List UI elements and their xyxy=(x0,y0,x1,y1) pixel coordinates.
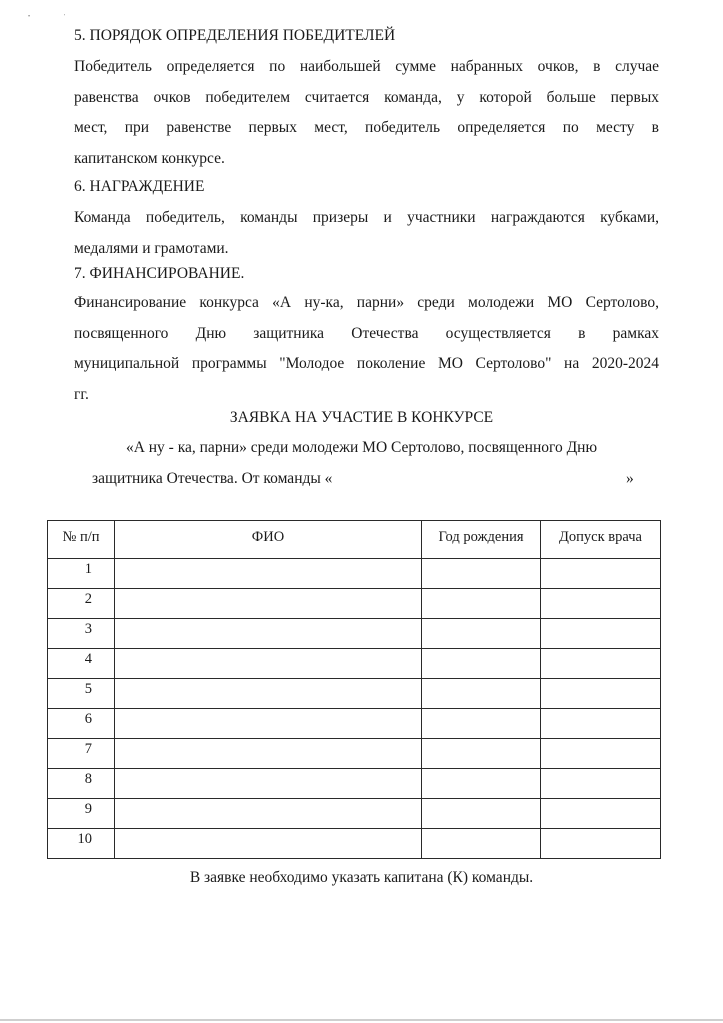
row-number: 6 xyxy=(48,709,115,739)
row-number: 1 xyxy=(48,559,115,589)
table-row xyxy=(48,619,661,649)
birth-year-cell[interactable] xyxy=(422,559,541,589)
scan-edge xyxy=(0,1019,723,1021)
section-5-text xyxy=(74,52,659,174)
team-name-close: » xyxy=(626,470,634,487)
table-header-row xyxy=(48,521,661,559)
doctor-approval-cell[interactable] xyxy=(541,589,661,619)
text-line: капитанском конкурсе. xyxy=(74,149,225,167)
row-number: 9 xyxy=(48,799,115,829)
application-table xyxy=(47,520,661,859)
birth-year-cell[interactable] xyxy=(422,799,541,829)
birth-year-cell[interactable] xyxy=(422,769,541,799)
birth-year-cell[interactable] xyxy=(422,739,541,769)
table-row xyxy=(48,559,661,589)
birth-year-cell[interactable] xyxy=(422,589,541,619)
row-number: 3 xyxy=(48,619,115,649)
full-name-cell[interactable] xyxy=(115,829,422,859)
header-birth-year: Год рождения xyxy=(422,521,541,559)
application-note: В заявке необходимо указать капитана (К) команды. xyxy=(189,869,534,886)
full-name-cell[interactable] xyxy=(115,559,422,589)
doctor-approval-cell[interactable] xyxy=(541,739,661,769)
text-line: равенства очков победителем считается команда, у которой больше первых xyxy=(74,88,659,106)
row-number: 8 xyxy=(48,769,115,799)
doctor-approval-cell[interactable] xyxy=(541,829,661,859)
section-7-text xyxy=(74,288,659,410)
table-row xyxy=(48,649,661,679)
table-row xyxy=(48,589,661,619)
doctor-approval-cell[interactable] xyxy=(541,559,661,589)
row-number: 5 xyxy=(48,679,115,709)
text-line: мест, при равенстве первых мест, победитель определяется по месту в xyxy=(74,119,659,136)
table-row xyxy=(48,739,661,769)
table-row xyxy=(48,769,661,799)
doctor-approval-cell[interactable] xyxy=(541,799,661,829)
text-line: Победитель определяется по наибольшей сумме набранных очков, в случае xyxy=(74,58,659,75)
table-row xyxy=(48,829,661,859)
full-name-cell[interactable] xyxy=(115,709,422,739)
team-name-label: защитника Отечества. От команды « xyxy=(92,470,333,487)
full-name-cell[interactable] xyxy=(115,679,422,709)
birth-year-cell[interactable] xyxy=(422,649,541,679)
row-number: 10 xyxy=(48,829,115,859)
section-6-text xyxy=(74,203,659,264)
birth-year-cell[interactable] xyxy=(422,709,541,739)
header-full-name: ФИО xyxy=(115,521,422,559)
doctor-approval-cell[interactable] xyxy=(541,619,661,649)
table-row xyxy=(48,799,661,829)
row-number: 2 xyxy=(48,589,115,619)
table-row xyxy=(48,679,661,709)
row-number: 7 xyxy=(48,739,115,769)
birth-year-cell[interactable] xyxy=(422,679,541,709)
text-line: Финансирование конкурса «А ну-ка, парни» среди молодежи МО Сертолово, xyxy=(74,294,659,311)
birth-year-cell[interactable] xyxy=(422,619,541,649)
full-name-cell[interactable] xyxy=(115,769,422,799)
full-name-cell[interactable] xyxy=(115,649,422,679)
doctor-approval-cell[interactable] xyxy=(541,649,661,679)
doctor-approval-cell[interactable] xyxy=(541,709,661,739)
application-subtitle: «А ну - ка, парни» среди молодежи МО Сертолово, посвященного Дню xyxy=(125,439,598,456)
full-name-cell[interactable] xyxy=(115,799,422,829)
full-name-cell[interactable] xyxy=(115,619,422,649)
section-7-heading: 7. ФИНАНСИРОВАНИЕ. xyxy=(74,265,245,282)
full-name-cell[interactable] xyxy=(115,739,422,769)
section-5-heading: 5. ПОРЯДОК ОПРЕДЕЛЕНИЯ ПОБЕДИТЕЛЕЙ xyxy=(74,27,396,44)
section-6-heading: 6. НАГРАЖДЕНИЕ xyxy=(74,178,205,195)
doctor-approval-cell[interactable] xyxy=(541,769,661,799)
birth-year-cell[interactable] xyxy=(422,829,541,859)
text-line: муниципальной программы "Молодое поколение МО Сертолово" на 2020-2024 xyxy=(74,355,659,372)
scan-mark: • xyxy=(28,14,31,20)
scan-mark: ' xyxy=(64,14,66,20)
header-number: № п/п xyxy=(48,521,115,559)
text-line: медалями и грамотами. xyxy=(74,239,229,257)
text-line: гг. xyxy=(74,385,89,403)
text-line: Команда победитель, команды призеры и участники награждаются кубками, xyxy=(74,209,659,226)
row-number: 4 xyxy=(48,649,115,679)
full-name-cell[interactable] xyxy=(115,589,422,619)
table-row xyxy=(48,709,661,739)
text-line: посвященного Дню защитника Отечества осуществляется в рамках xyxy=(74,324,659,342)
header-doctor-approval: Допуск врача xyxy=(541,521,661,559)
doctor-approval-cell[interactable] xyxy=(541,679,661,709)
application-title: ЗАЯВКА НА УЧАСТИЕ В КОНКУРСЕ xyxy=(229,409,494,426)
